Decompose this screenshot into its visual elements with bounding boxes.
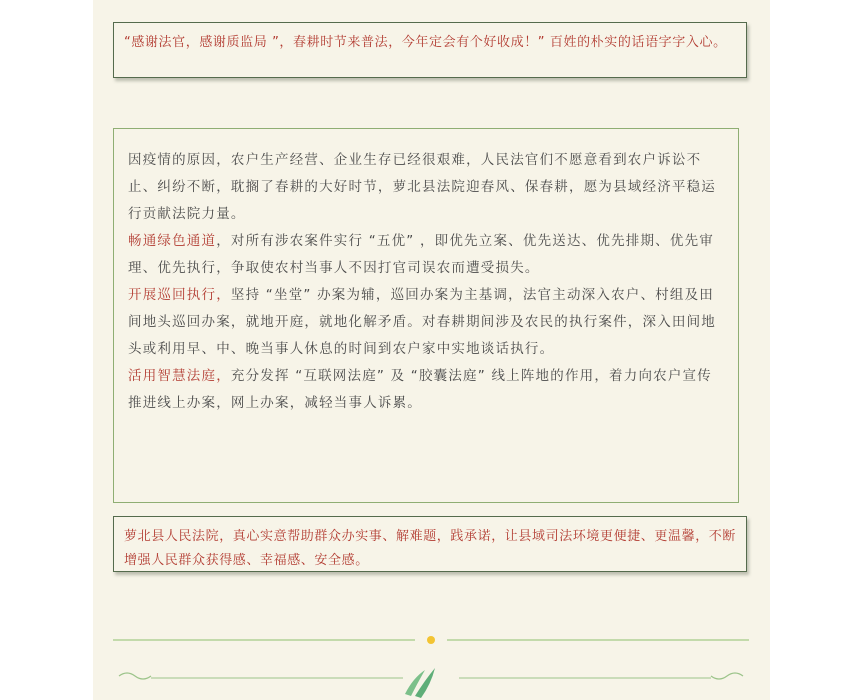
measure-body: 充分发挥 “互联网法庭” 及 “胶囊法庭” 线上阵地的作用，着力向农户宣传推进线上办案，网上办案，减轻当事人诉累。: [128, 368, 712, 411]
quote-box: [113, 22, 747, 78]
bottom-decoration: [113, 660, 749, 700]
measure-heading: 畅通绿色通道: [128, 233, 217, 249]
measure-item: [128, 363, 724, 417]
yellow-dot-icon: [427, 636, 435, 644]
measure-body: 坚持 “坐堂” 办案为辅，巡回办案为主基调，法官主动深入农户、村组及田间地头巡回办案，就地开庭，就地化解矛盾。对春耕期间涉及农民的执行案件，深入田间地头或利用早、中、晚当事人休息的时间到农户家中实地谈话执行。: [128, 287, 716, 357]
content-box: [113, 128, 739, 503]
article-page: [93, 0, 770, 700]
measure-heading: 活用智慧法庭，: [128, 368, 231, 384]
intro-paragraph: 因疫情的原因，农户生产经营、企业生存已经很艰难，人民法官们不愿意看到农户诉讼不止、纠纷不断，耽搁了春耕的大好时节，萝北县法院迎春风、保春耕，愿为县域经济平稳运行贡献法院力量。: [128, 152, 716, 222]
section-divider: [113, 636, 749, 644]
measure-item: [128, 228, 724, 282]
quote-text: “感谢法官，感谢质监局 ”，春耕时节来普法，今年定会有个好收成！” 百姓的朴实的话语字字入心。: [124, 35, 727, 50]
grass-leaf-icon: [405, 668, 435, 698]
measure-item: [128, 282, 724, 363]
summary-box: [113, 516, 747, 572]
swirl-right-icon: [711, 673, 743, 679]
measure-body: ，对所有涉农案件实行 “五优” ，即优先立案、优先送达、优先排期、优先审理、优先执行，争取使农村当事人不因打官司误农而遭受损失。: [128, 233, 714, 276]
measure-heading: 开展巡回执行，: [128, 287, 231, 303]
swirl-left-icon: [119, 673, 151, 679]
summary-text: 萝北县人民法院，真心实意帮助群众办实事、解难题，践承诺，让县域司法环境更便捷、更温馨，不断增强人民群众获得感、幸福感、安全感。: [124, 529, 737, 568]
